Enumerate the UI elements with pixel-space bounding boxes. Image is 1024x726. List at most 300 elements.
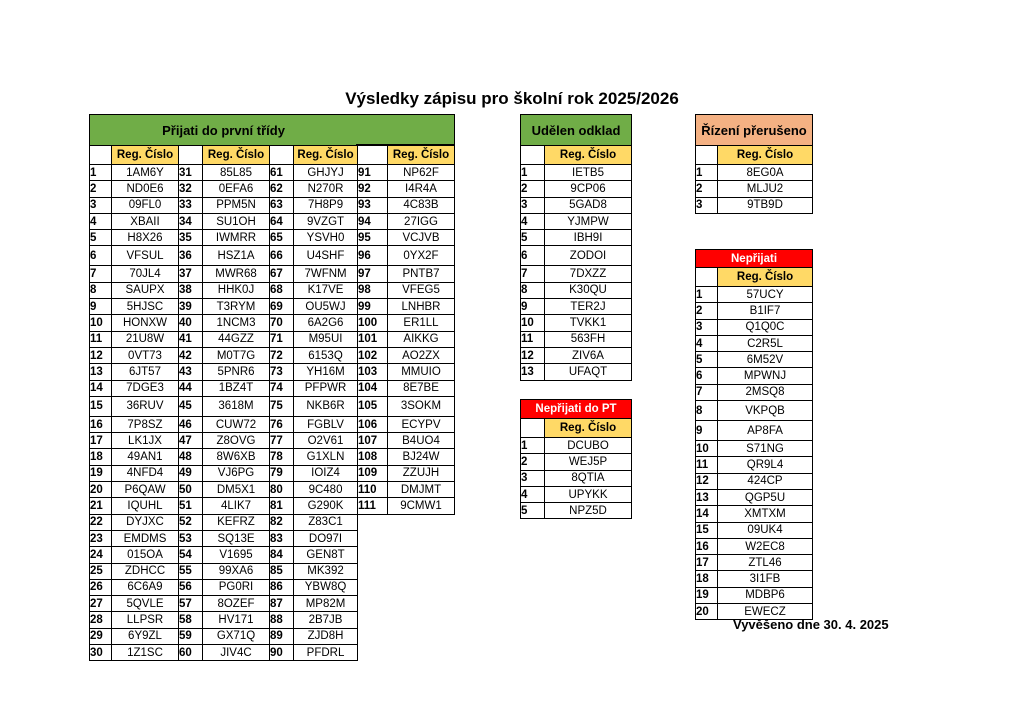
registration-code: PPM5N (203, 197, 270, 213)
registration-code: 3618M (203, 396, 270, 416)
registration-code: VKPQB (718, 401, 813, 421)
registration-code: 1BZ4T (203, 380, 270, 396)
blank-header-cell (270, 146, 294, 165)
registration-code: ZIV6A (545, 347, 632, 363)
row-number: 38 (179, 282, 203, 298)
registration-code: G1XLN (294, 449, 358, 465)
blank-header-cell (521, 146, 545, 165)
table-row (90, 596, 358, 612)
row-number: 55 (179, 563, 203, 579)
row-number: 12 (90, 347, 112, 363)
table-row (90, 181, 358, 197)
column-header: Reg. Číslo (545, 146, 632, 165)
table-row (521, 181, 632, 197)
table-row (521, 438, 632, 454)
registration-code: U4SHF (294, 246, 358, 266)
row-number: 2 (521, 454, 545, 470)
row-number: 61 (270, 165, 294, 181)
registration-code: 5HJSC (112, 299, 179, 315)
table-row (90, 380, 358, 396)
registration-code: 7DGE3 (112, 380, 179, 396)
registration-code: 015OA (112, 547, 179, 563)
blank-header-cell (358, 146, 388, 165)
registration-code: 8EG0A (718, 165, 813, 181)
admitted-table (89, 114, 358, 661)
registration-code: P6QAW (112, 482, 179, 498)
table-row (90, 396, 358, 416)
row-number: 17 (90, 433, 112, 449)
registration-code: 85L85 (203, 165, 270, 181)
row-number: 41 (179, 331, 203, 347)
row-number: 81 (270, 498, 294, 514)
registration-code: C2R5L (718, 335, 813, 351)
table-row (696, 457, 813, 473)
registration-code: DMJMT (388, 482, 455, 498)
table-row (696, 571, 813, 587)
row-number: 5 (521, 503, 545, 519)
registration-code: 99XA6 (203, 563, 270, 579)
row-number: 85 (270, 563, 294, 579)
registration-code: VFEG5 (388, 282, 455, 298)
row-number: 20 (90, 482, 112, 498)
row-number: 51 (179, 498, 203, 514)
blank-header-cell (696, 146, 718, 165)
row-number: 3 (90, 197, 112, 213)
registration-code: UPYKK (545, 486, 632, 502)
table-row (696, 165, 813, 181)
row-number: 63 (270, 197, 294, 213)
registration-code: O2V61 (294, 433, 358, 449)
row-number: 86 (270, 579, 294, 595)
row-number: 15 (696, 522, 718, 538)
registration-code: 9TB9D (718, 197, 813, 213)
registration-code: 0VT73 (112, 347, 179, 363)
table-row (521, 486, 632, 502)
row-number: 93 (358, 197, 388, 213)
row-number: 42 (179, 347, 203, 363)
row-number: 10 (696, 441, 718, 457)
registration-code: IBH9I (545, 230, 632, 246)
table-row (696, 441, 813, 457)
registration-code: MWR68 (203, 266, 270, 282)
row-number: 14 (90, 380, 112, 396)
table-row (358, 246, 455, 266)
table-row (521, 230, 632, 246)
row-number: 94 (358, 213, 388, 229)
registration-code: WEJ5P (545, 454, 632, 470)
registration-code: ZZUJH (388, 465, 455, 481)
registration-code: 09UK4 (718, 522, 813, 538)
row-number: 82 (270, 514, 294, 530)
row-number: 111 (358, 498, 388, 514)
row-number: 60 (179, 645, 203, 661)
row-number: 87 (270, 596, 294, 612)
row-number: 31 (179, 165, 203, 181)
row-number: 96 (358, 246, 388, 266)
table-row (90, 612, 358, 628)
table-row (696, 352, 813, 368)
registration-code: 9C480 (294, 482, 358, 498)
row-number: 1 (521, 438, 545, 454)
row-number: 107 (358, 433, 388, 449)
registration-code: 5QVLE (112, 596, 179, 612)
row-number: 72 (270, 347, 294, 363)
registration-code: Z8OVG (203, 433, 270, 449)
registration-code: UFAQT (545, 364, 632, 380)
registration-code: FGBLV (294, 416, 358, 432)
table-row (696, 335, 813, 351)
row-number: 48 (179, 449, 203, 465)
table-row (358, 315, 455, 331)
row-number: 95 (358, 230, 388, 246)
column-header: Reg. Číslo (203, 146, 270, 165)
registration-code: 4LIK7 (203, 498, 270, 514)
row-number: 8 (696, 401, 718, 421)
row-number: 24 (90, 547, 112, 563)
table-row (358, 299, 455, 315)
table-row (521, 503, 632, 519)
row-number: 67 (270, 266, 294, 282)
table-row (521, 213, 632, 229)
table-row (358, 449, 455, 465)
registration-code: KEFRZ (203, 514, 270, 530)
registration-code: 09FL0 (112, 197, 179, 213)
registration-code: 44GZZ (203, 331, 270, 347)
table-row (521, 299, 632, 315)
registration-code: IETB5 (545, 165, 632, 181)
row-number: 9 (90, 299, 112, 315)
registration-code: JIV4C (203, 645, 270, 661)
row-number: 3 (521, 470, 545, 486)
table-row (90, 628, 358, 644)
table-row (90, 579, 358, 595)
registration-code: EMDMS (112, 530, 179, 546)
row-number: 9 (521, 299, 545, 315)
registration-code: MK392 (294, 563, 358, 579)
row-number: 15 (90, 396, 112, 416)
row-number: 106 (358, 416, 388, 432)
registration-code: DCUBO (545, 438, 632, 454)
row-number: 27 (90, 596, 112, 612)
table-row (521, 266, 632, 282)
registration-code: PFPWR (294, 380, 358, 396)
row-number: 6 (521, 246, 545, 266)
row-number: 12 (696, 473, 718, 489)
table-row (521, 282, 632, 298)
registration-code: K17VE (294, 282, 358, 298)
registration-code: XBAII (112, 213, 179, 229)
row-number: 53 (179, 530, 203, 546)
blank-header-cell (696, 268, 718, 287)
row-number: 39 (179, 299, 203, 315)
registration-code: QR9L4 (718, 457, 813, 473)
registration-code: NPZ5D (545, 503, 632, 519)
registration-code: HV171 (203, 612, 270, 628)
table-row (90, 416, 358, 432)
registration-code: YSVH0 (294, 230, 358, 246)
row-number: 79 (270, 465, 294, 481)
registration-code: H8X26 (112, 230, 179, 246)
row-number: 8 (90, 282, 112, 298)
row-number: 30 (90, 645, 112, 661)
row-number: 76 (270, 416, 294, 432)
row-number: 7 (90, 266, 112, 282)
registration-code: 0YX2F (388, 246, 455, 266)
row-number: 2 (696, 303, 718, 319)
row-number: 58 (179, 612, 203, 628)
table-row (696, 401, 813, 421)
row-number: 98 (358, 282, 388, 298)
row-number: 71 (270, 331, 294, 347)
registration-code: 8E7BE (388, 380, 455, 396)
registration-code: 2MSQ8 (718, 384, 813, 400)
table-row (521, 347, 632, 363)
row-number: 26 (90, 579, 112, 595)
row-number: 90 (270, 645, 294, 661)
row-number: 75 (270, 396, 294, 416)
registration-code: Z83C1 (294, 514, 358, 530)
table-row (90, 465, 358, 481)
row-number: 3 (696, 319, 718, 335)
row-number: 28 (90, 612, 112, 628)
table-row (358, 282, 455, 298)
registration-code: 6153Q (294, 347, 358, 363)
row-number: 57 (179, 596, 203, 612)
table-row (90, 530, 358, 546)
terminated-table (695, 114, 813, 214)
registration-code: 8QTIA (545, 470, 632, 486)
row-number: 7 (521, 266, 545, 282)
row-number: 84 (270, 547, 294, 563)
registration-code: ER1LL (388, 315, 455, 331)
registration-code: HHK0J (203, 282, 270, 298)
registration-code: ZJD8H (294, 628, 358, 644)
registration-code: TER2J (545, 299, 632, 315)
registration-code: LNHBR (388, 299, 455, 315)
blank-header-cell (521, 419, 545, 438)
registration-code: EWECZ (718, 604, 813, 620)
registration-code: DYJXC (112, 514, 179, 530)
registration-code: PFDRL (294, 645, 358, 661)
row-number: 32 (179, 181, 203, 197)
table-row (358, 266, 455, 282)
not-admitted-heading: Nepřijati (696, 250, 813, 268)
registration-code: T3RYM (203, 299, 270, 315)
row-number: 78 (270, 449, 294, 465)
table-row (358, 213, 455, 229)
table-row (90, 645, 358, 661)
row-number: 65 (270, 230, 294, 246)
table-row (521, 470, 632, 486)
registration-code: HONXW (112, 315, 179, 331)
table-row (90, 482, 358, 498)
registration-code: W2EC8 (718, 538, 813, 554)
row-number: 80 (270, 482, 294, 498)
column-header: Reg. Číslo (718, 146, 813, 165)
table-row (90, 331, 358, 347)
row-number: 108 (358, 449, 388, 465)
registration-code: G290K (294, 498, 358, 514)
row-number: 56 (179, 579, 203, 595)
registration-code: 563FH (545, 331, 632, 347)
row-number: 49 (179, 465, 203, 481)
table-row (358, 396, 455, 416)
row-number: 83 (270, 530, 294, 546)
registration-code: 9CP06 (545, 181, 632, 197)
registration-code: 7DXZZ (545, 266, 632, 282)
registration-code: SQ13E (203, 530, 270, 546)
deferred-heading: Udělen odklad (521, 115, 632, 146)
row-number: 59 (179, 628, 203, 644)
registration-code: YH16M (294, 364, 358, 380)
registration-code: 9VZGT (294, 213, 358, 229)
row-number: 46 (179, 416, 203, 432)
table-row (696, 522, 813, 538)
registration-code: Q1Q0C (718, 319, 813, 335)
row-number: 89 (270, 628, 294, 644)
registration-code: GEN8T (294, 547, 358, 563)
row-number: 4 (90, 213, 112, 229)
table-row (90, 514, 358, 530)
table-row (696, 303, 813, 319)
row-number: 2 (90, 181, 112, 197)
registration-code: 7WFNM (294, 266, 358, 282)
table-row (358, 181, 455, 197)
registration-code: PG0RI (203, 579, 270, 595)
row-number: 25 (90, 563, 112, 579)
row-number: 33 (179, 197, 203, 213)
row-number: 5 (90, 230, 112, 246)
registration-code: M95UI (294, 331, 358, 347)
registration-code: VJ6PG (203, 465, 270, 481)
table-row (358, 433, 455, 449)
page-title: Výsledky zápisu pro školní rok 2025/2026 (345, 89, 679, 108)
blank-header-cell (90, 146, 112, 165)
row-number: 1 (696, 165, 718, 181)
table-row (696, 421, 813, 441)
row-number: 102 (358, 347, 388, 363)
row-number: 12 (521, 347, 545, 363)
table-row (358, 416, 455, 432)
registration-code: NP62F (388, 165, 455, 181)
registration-code: 4C83B (388, 197, 455, 213)
registration-code: 6JT57 (112, 364, 179, 380)
registration-code: BJ24W (388, 449, 455, 465)
row-number: 43 (179, 364, 203, 380)
registration-code: MLJU2 (718, 181, 813, 197)
table-row (90, 563, 358, 579)
registration-code: YBW8Q (294, 579, 358, 595)
registration-code: 3I1FB (718, 571, 813, 587)
row-number: 2 (696, 181, 718, 197)
registration-code: AP8FA (718, 421, 813, 441)
registration-code: AIKKG (388, 331, 455, 347)
row-number: 18 (696, 571, 718, 587)
registration-code: K30QU (545, 282, 632, 298)
registration-code: LLPSR (112, 612, 179, 628)
registration-code: 3SOKM (388, 396, 455, 416)
row-number: 34 (179, 213, 203, 229)
registration-code: 21U8W (112, 331, 179, 347)
row-number: 44 (179, 380, 203, 396)
row-number: 35 (179, 230, 203, 246)
row-number: 23 (90, 530, 112, 546)
row-number: 100 (358, 315, 388, 331)
registration-code: N270R (294, 181, 358, 197)
row-number: 20 (696, 604, 718, 620)
registration-code: I4R4A (388, 181, 455, 197)
table-row (521, 197, 632, 213)
table-row (358, 498, 455, 514)
column-header: Reg. Číslo (545, 419, 632, 438)
row-number: 1 (90, 165, 112, 181)
table-row (521, 315, 632, 331)
table-row (358, 331, 455, 347)
table-row (696, 506, 813, 522)
row-number: 10 (90, 315, 112, 331)
registration-code: SU1OH (203, 213, 270, 229)
registration-code: 70JL4 (112, 266, 179, 282)
table-row (358, 465, 455, 481)
registration-code: MPWNJ (718, 368, 813, 384)
registration-code: 5PNR6 (203, 364, 270, 380)
registration-code: DM5X1 (203, 482, 270, 498)
row-number: 4 (696, 335, 718, 351)
registration-code: ND0E6 (112, 181, 179, 197)
registration-code: GX71Q (203, 628, 270, 644)
row-number: 4 (521, 213, 545, 229)
table-row (696, 181, 813, 197)
registration-code: 6A2G6 (294, 315, 358, 331)
table-row (90, 364, 358, 380)
not-admitted-table (695, 249, 813, 620)
registration-code: M0T7G (203, 347, 270, 363)
not-admitted-pt-table (520, 399, 632, 519)
admitted-table-col4 (357, 145, 455, 515)
row-number: 91 (358, 165, 388, 181)
row-number: 70 (270, 315, 294, 331)
column-header: Reg. Číslo (718, 268, 813, 287)
row-number: 19 (696, 587, 718, 603)
row-number: 3 (521, 197, 545, 213)
table-row (696, 287, 813, 303)
table-row (90, 213, 358, 229)
registration-code: ZTL46 (718, 555, 813, 571)
table-row (696, 489, 813, 505)
row-number: 13 (521, 364, 545, 380)
table-row (696, 538, 813, 554)
row-number: 69 (270, 299, 294, 315)
registration-code: AO2ZX (388, 347, 455, 363)
registration-code: 0EFA6 (203, 181, 270, 197)
table-row (90, 266, 358, 282)
row-number: 9 (696, 421, 718, 441)
table-row (90, 230, 358, 246)
column-header: Reg. Číslo (294, 146, 358, 165)
row-number: 74 (270, 380, 294, 396)
registration-code: ECYPV (388, 416, 455, 432)
row-number: 73 (270, 364, 294, 380)
not-admitted-pt-heading: Nepřijati do PT (521, 400, 632, 419)
registration-code: SAUPX (112, 282, 179, 298)
registration-code: ZDHCC (112, 563, 179, 579)
row-number: 68 (270, 282, 294, 298)
registration-code: IOIZ4 (294, 465, 358, 481)
table-row (358, 230, 455, 246)
table-row (358, 482, 455, 498)
row-number: 92 (358, 181, 388, 197)
row-number: 1 (696, 287, 718, 303)
